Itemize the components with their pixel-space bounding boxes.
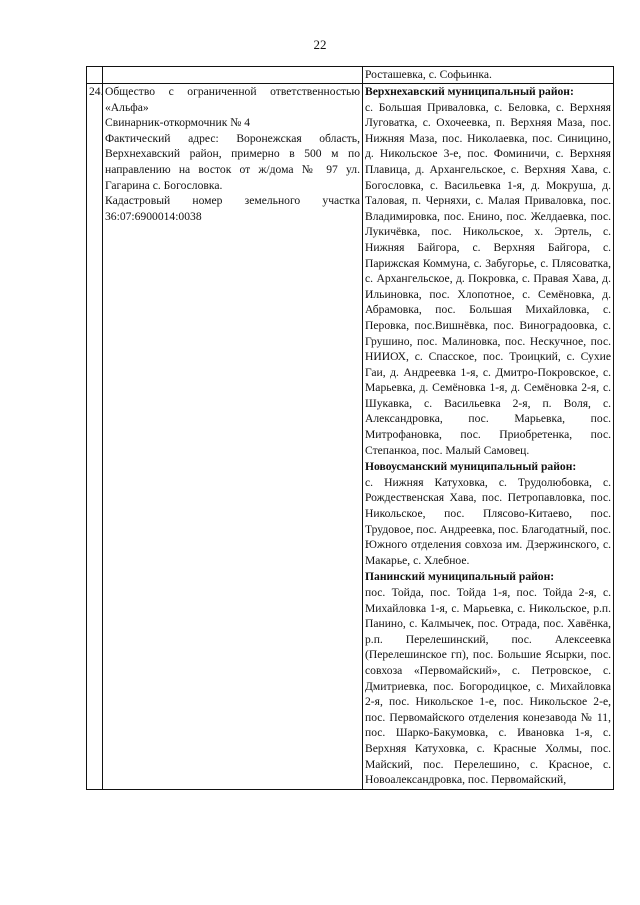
district-settlements: пос. Тойда, пос. Тойда 1-я, пос. Тойда 2-я, с. Михайловка 1-я, с. Марьевка, с. Никольское, р.п. Панино, с. Калмычек, пос. Отрада, пос. Хавёнка, р.п. Перелешинский, пос. Алексеевка (Перелешинское гп), пос. Большие Ясырки, пос. совхоза «Первомайский», с. Петровское, с. Дмитриевка, пос. Богородицкое, с. Михайловка 2-я, пос. Никольское 1-е, пос. Никольское 2-е, пос. Первомайского отделения конезавода № 11, пос. Шарко-Бакумовка, с. Ивановка 1-я, с. Верхняя Катуховка, с. Красные Холмы, пос. Майский, пос. Перелешино, с. Красное, с. Новоалександровка, пос. Первомайский,: [365, 586, 611, 787]
continuation-text: Росташевка, с. Софьинка.: [363, 67, 614, 84]
district-block: [365, 459, 611, 568]
districts-cell: [363, 84, 614, 790]
district-settlements: с. Большая Приваловка, с. Беловка, с. Верхняя Луговатка, с. Охочеевка, п. Верхняя Маза, пос. Нижняя Маза, пос. Николаевка, пос. Синицино, д. Никольское 3-е, пос. Фоминичи, с. Верхняя Плавица, д. Архангельское, с. Верхняя Хава, с. Богословка, с. Васильевка 1-я, д. Мокруша, д. Таловая, п. Черняхи, с. Малая Приваловка, пос. Владимировка, пос. Енино, пос. Желдаевка, пос. Лукичёвка, пос. Никольское, х. Эртель, с. Нижняя Байгора, с. Верхняя Байгора, с. Парижская Коммуна, с. Забугорье, с. Плясоватка, с. Архангельское, д. Покровка, с. Правая Хава, д. Ильиновка, пос. Хлопотное, с. Семёновка, д. Абрамовка, пос. Большая Михайловка, с. Перовка, пос.Вишнёвка, пос. Виноградоовка, с. Грушино, пос. Малиновка, пос. Нескучное, пос. НИИОХ, с. Спасское, пос. Троицкий, с. Сухие Гаи, д. Андреевка 1-я, с. Дмитро-Покровское, с. Марьевка, д. Семёновка 1-я, д. Семёновка 2-я, с. Шукавка, с. Васильевка 2-я, п. Воля, с. Александровка, пос. Марьевка, пос. Митрофановка, пос. Приобретенка, пос. Степанкоа, пос. Малый Самовец.: [365, 100, 611, 457]
district-title: Панинский муниципальный район:: [365, 570, 555, 584]
table-row: [87, 84, 614, 790]
continuation-org-cell: [103, 67, 363, 84]
organization-name: Общество с ограниченной ответственностью «Альфа»: [105, 85, 360, 114]
continuation-number-cell: [87, 67, 103, 84]
settlements-table: [86, 66, 614, 790]
organization-cell: [103, 84, 363, 790]
facility-address: Фактический адрес: Воронежская область, Верхнехавский район, примерно в 500 м по направлению на восток от ж/дома № 97 ул. Гагарина с. Богословка.: [105, 131, 360, 192]
district-block: [365, 84, 611, 458]
district-settlements: с. Нижняя Катуховка, с. Трудолюбовка, с. Рождественская Хава, пос. Петропавловка, пос. Никольское, пос. Плясово-Китаево, пос. Трудовое, пос. Андреевка, пос. Благодатный, пос. Южного отделения совхоза им. Дзержинского, с. Макарье, с. Хлебное.: [365, 475, 611, 567]
district-title: Верхнехавский муниципальный район:: [365, 85, 574, 98]
facility-name: Свинарник-откормочник № 4: [105, 116, 250, 130]
district-block: [365, 569, 611, 787]
continuation-row: [87, 67, 614, 84]
row-number: 24.: [87, 84, 103, 790]
page-number: 22: [313, 37, 327, 52]
district-title: Новоусманский муниципальный район:: [365, 460, 577, 474]
cadastral-number: Кадастровый номер земельного участка 36:07:6900014:0038: [105, 194, 360, 223]
